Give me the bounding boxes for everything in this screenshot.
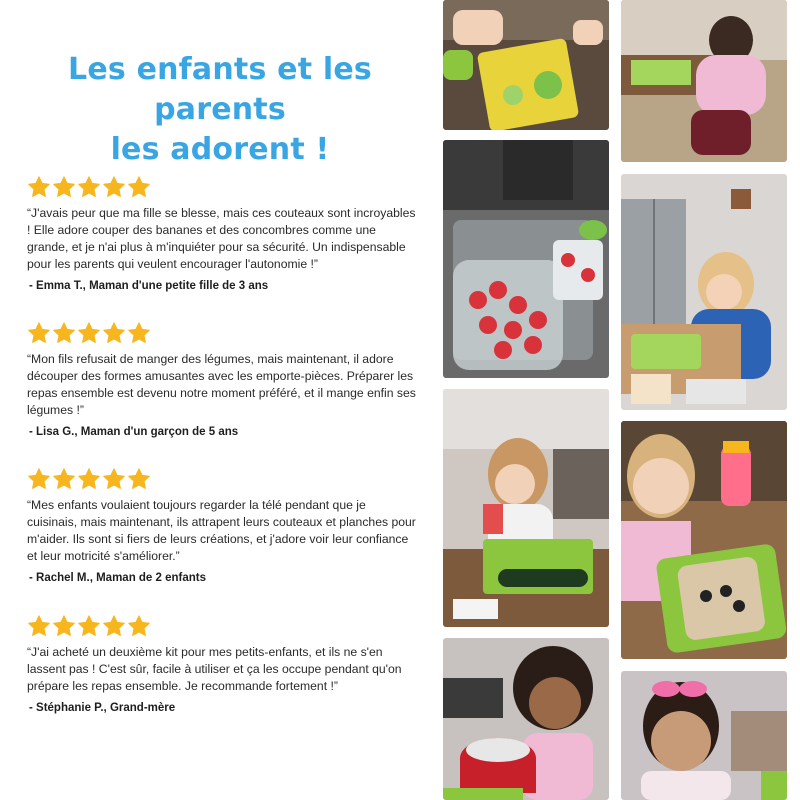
star-icon xyxy=(77,321,101,345)
star-icon xyxy=(127,467,151,491)
review-quote: “J'avais peur que ma fille se blesse, mais ces couteaux sont incroyables ! Elle adore couper des bananes et des concombres comme une grande, et je n'ai plus à m'inquiéter pour sa sécurité. Un indispensable pour les parents qui veulent encourager l'autonomie !” xyxy=(27,206,416,271)
star-icon xyxy=(27,614,51,638)
page-title xyxy=(20,50,420,170)
star-icon xyxy=(27,321,51,345)
star-icon xyxy=(102,614,126,638)
review-author: - Emma T., Maman d'une petite fille de 3 ans xyxy=(29,280,269,292)
star-icon xyxy=(52,467,76,491)
photo-child-cutting-cucumber xyxy=(443,0,609,130)
photo-girl-fridge-cutting xyxy=(621,174,787,410)
star-rating xyxy=(27,321,419,347)
review-card xyxy=(27,321,419,438)
star-icon xyxy=(52,614,76,638)
review-author: - Stéphanie P., Grand-mère xyxy=(29,702,176,714)
review-author: - Lisa G., Maman d'un garçon de 5 ans xyxy=(29,426,239,438)
star-icon xyxy=(77,614,101,638)
photo-child-cutting-strawberries xyxy=(443,140,609,378)
star-icon xyxy=(27,467,51,491)
review-card xyxy=(27,467,419,584)
star-icon xyxy=(127,614,151,638)
star-icon xyxy=(102,467,126,491)
photo-girl-pink-shirt-counter xyxy=(621,0,787,162)
photo-girl-red-pot xyxy=(443,638,609,800)
review-card xyxy=(27,614,419,714)
review-author: - Rachel M., Maman de 2 enfants xyxy=(29,572,207,584)
review-card xyxy=(27,175,419,292)
star-icon xyxy=(102,175,126,199)
star-icon xyxy=(27,175,51,199)
photo-smiling-girl-bread xyxy=(621,421,787,659)
star-icon xyxy=(52,321,76,345)
star-icon xyxy=(52,175,76,199)
review-quote: “J'ai acheté un deuxième kit pour mes petits-enfants, et ils ne s'en lassent pas ! C'est sûr, facile à utiliser et ça les occupe pendant qu'on prépare les repas ensemble. Je recommande fortement !” xyxy=(27,645,402,693)
star-icon xyxy=(127,321,151,345)
star-icon xyxy=(102,321,126,345)
star-rating xyxy=(27,614,419,640)
star-icon xyxy=(127,175,151,199)
title-line-2: les adorent ! xyxy=(110,132,330,167)
title-line-1: Les enfants et les parents xyxy=(68,52,372,127)
star-icon xyxy=(77,175,101,199)
photo-baby-girl-bow xyxy=(621,671,787,800)
review-quote: “Mon fils refusait de manger des légumes, mais maintenant, il adore découper des formes amusantes avec les emporte-pièces. Préparer les repas ensemble est devenu notre moment préféré, et il mange enfin ses légumes !” xyxy=(27,352,416,417)
star-icon xyxy=(77,467,101,491)
review-quote: “Mes enfants voulaient toujours regarder la télé pendant que je cuisinais, mais maintenant, ils attrapent leurs couteaux et planches pour m'aider. Ils sont si fiers de leurs créations, et j'adore voir leur confiance et leur motricité s'améliorer.” xyxy=(27,498,416,563)
photo-girl-cutting-cucumber-table xyxy=(443,389,609,627)
star-rating xyxy=(27,175,419,201)
star-rating xyxy=(27,467,419,493)
